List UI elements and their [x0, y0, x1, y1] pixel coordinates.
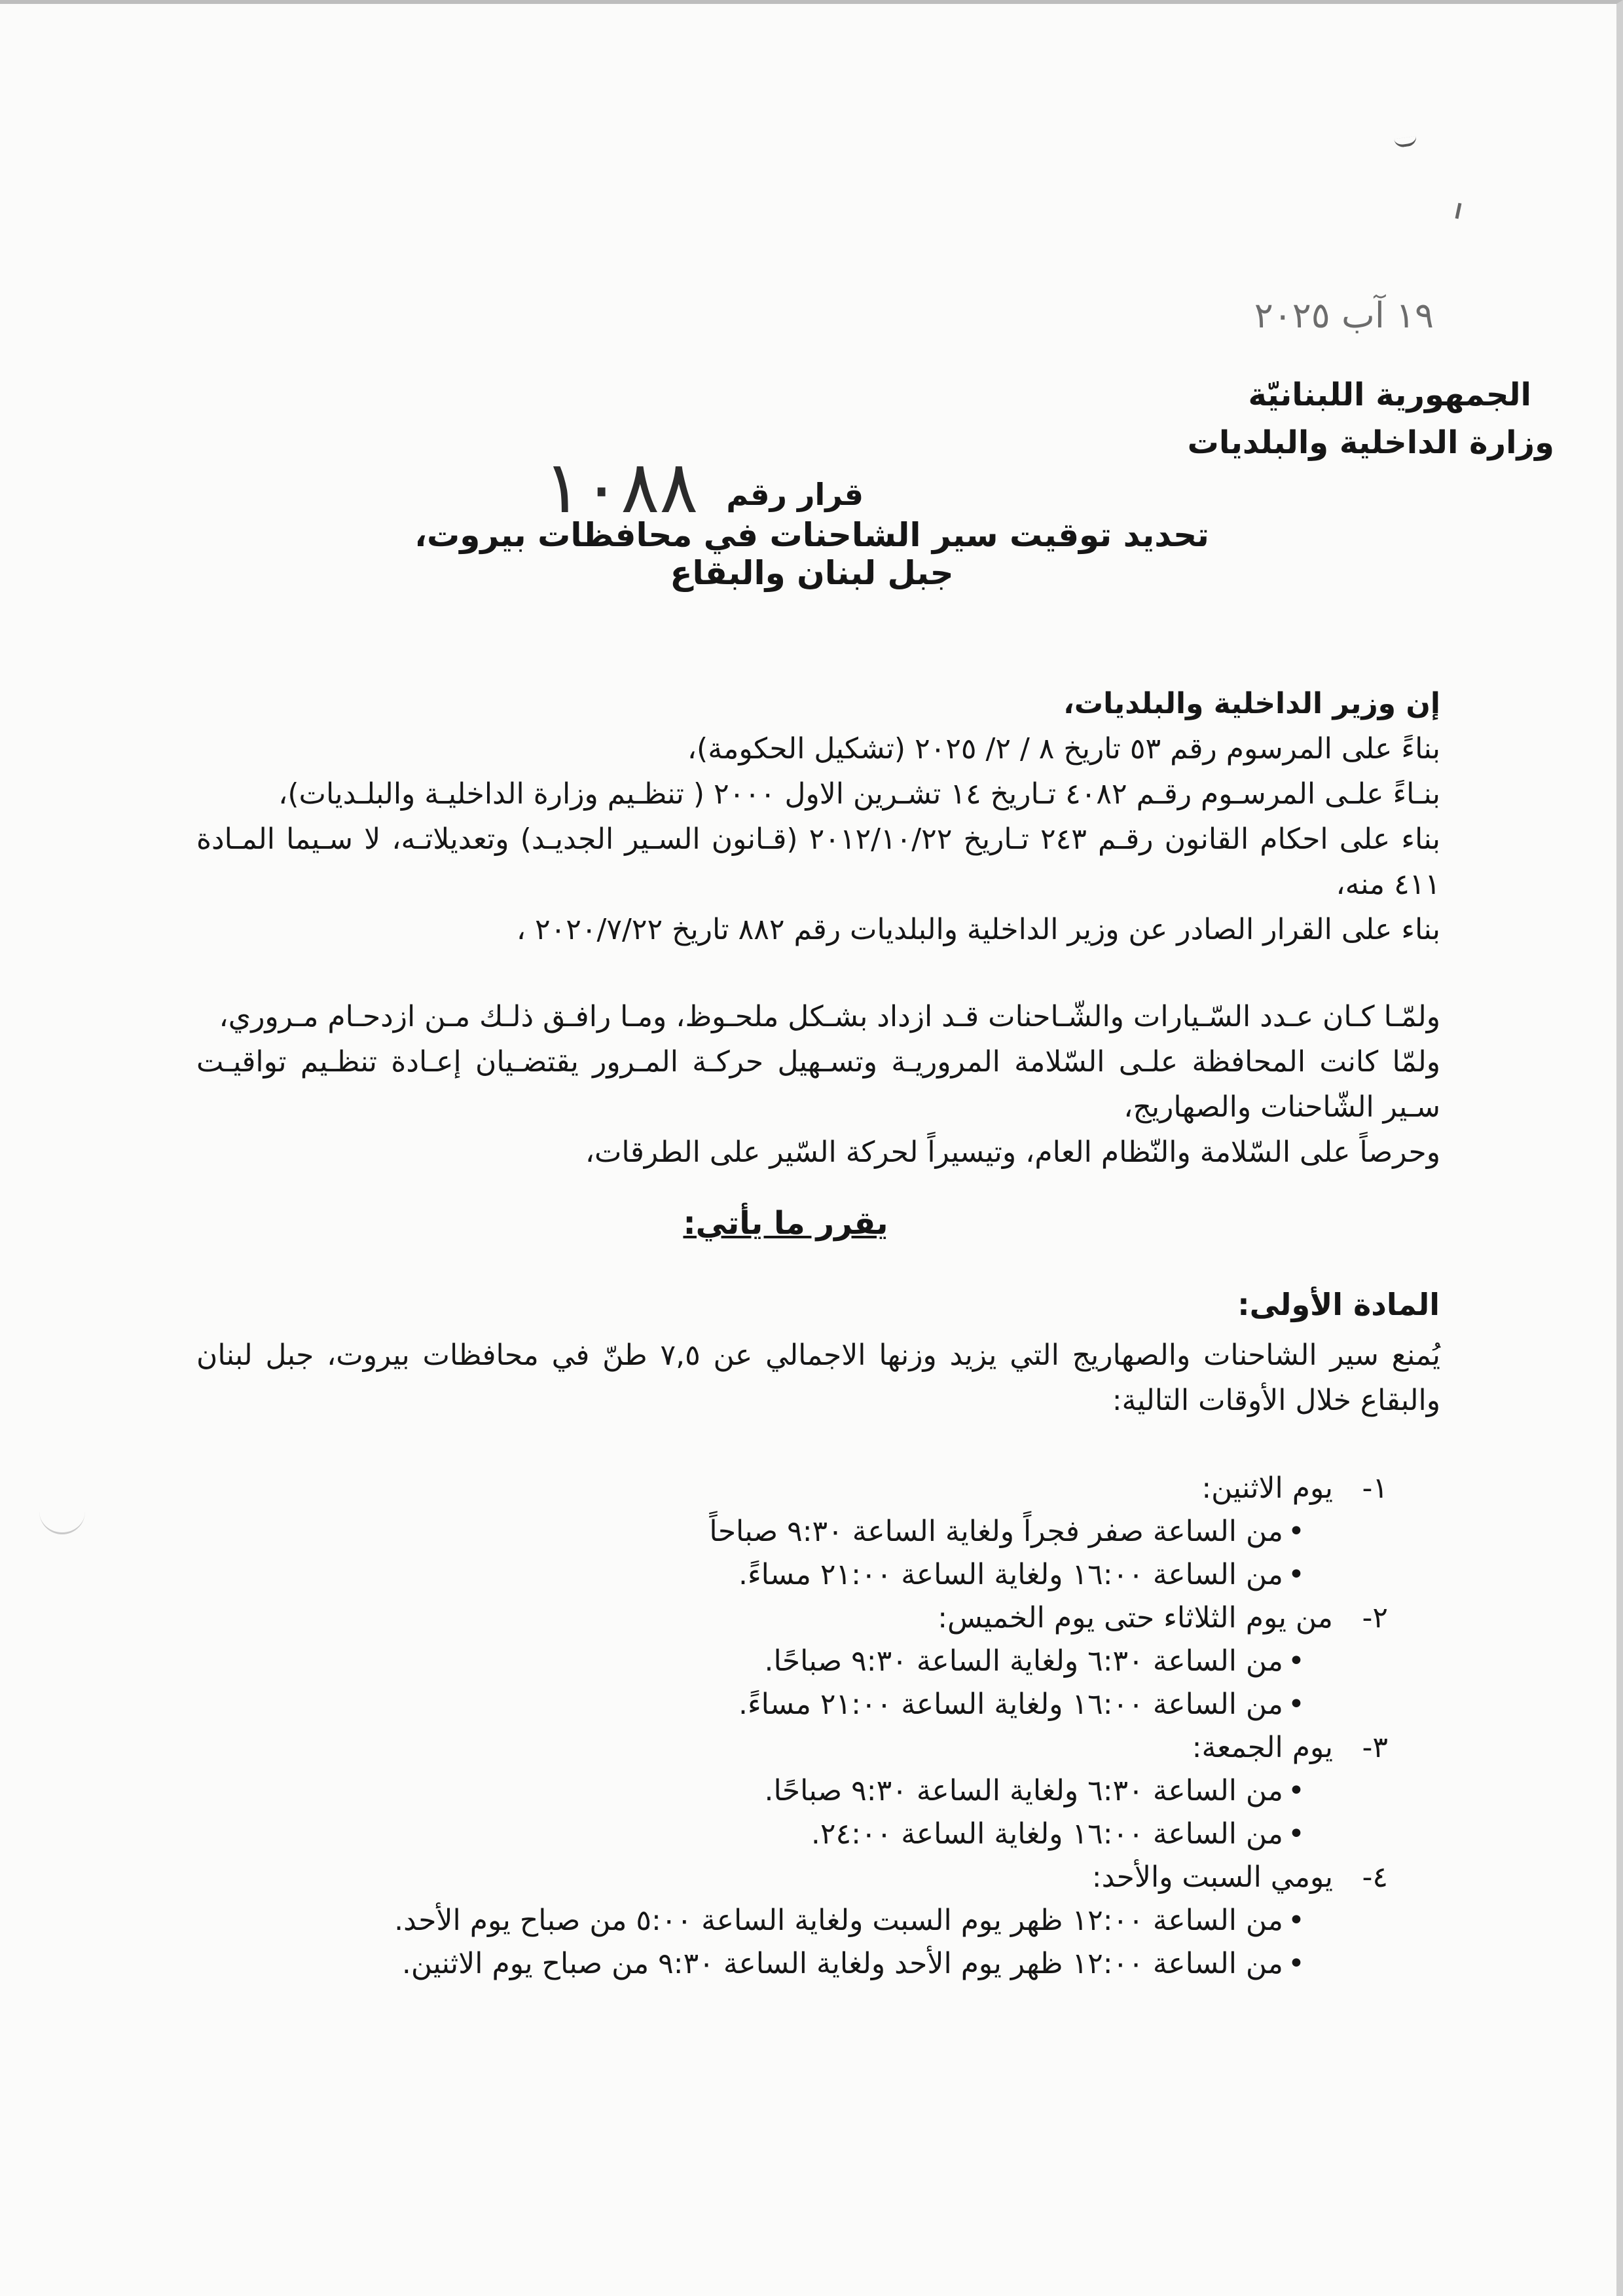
preamble-line: بناء على احكام القانون رقـم ٢٤٣ تـاريخ ٢٠١٢/١٠/٢٢ (قـانون السـير الجديـد) وتعديلاتـه، لا سـيما المـادة ٤١١ منه، [196, 823, 1440, 901]
day-heading [380, 1856, 1388, 1899]
slot-list [380, 1769, 1388, 1856]
day-label: يوم الاثنين: [1201, 1472, 1333, 1505]
slot-list [380, 1510, 1388, 1597]
preamble-line: بناءً على المرسوم رقم ٥٣ تاريخ ٨ / ٢/ ٢٠٢٥ (تشكيل الحكومة)، [687, 732, 1440, 766]
article-1-text-block [196, 1333, 1440, 1423]
handwritten-date: ١٩ آب ٢٠٢٥ [1254, 295, 1434, 336]
time-slot [380, 1899, 1309, 1942]
scan-mark [1455, 203, 1462, 219]
spacer [196, 952, 1440, 994]
day-number: ٢- [1362, 1601, 1388, 1635]
consideration-line: وحرصاً على السّلامة والنّظام العام، وتيسيراً لحركة السّير على الطرقات، [585, 1136, 1440, 1169]
preamble-block [196, 681, 1440, 1175]
bullet-icon: • [1288, 1644, 1305, 1678]
time-slot [380, 1683, 1309, 1726]
bullet-icon: • [1288, 1947, 1305, 1980]
article-1-title: المادة الأولى: [1237, 1287, 1440, 1322]
time-slot [380, 1553, 1309, 1597]
decides-heading: يقرر ما يأتي: [683, 1205, 888, 1242]
slot-text: من الساعة ٦:٣٠ ولغاية الساعة ٩:٣٠ صباحًا. [764, 1644, 1283, 1678]
article-1-text: يُمنع سير الشاحنات والصهاريج التي يزيد وزنها الاجمالي عن ٧,٥ طنّ في محافظات بيروت، جبل لبنان والبقاع خلال الأوقات التالية: [196, 1339, 1440, 1417]
day-number: ٣- [1362, 1731, 1388, 1764]
day-heading [380, 1597, 1388, 1640]
slot-text: من الساعة ١٦:٠٠ ولغاية الساعة ٢١:٠٠ مساءً. [739, 1688, 1283, 1721]
day-label: يومي السبت والأحد: [1091, 1861, 1333, 1894]
schedule-day [380, 1726, 1388, 1856]
schedule-day [380, 1856, 1388, 1986]
schedule-list [380, 1467, 1388, 1986]
scan-mark [1394, 136, 1417, 149]
day-label: من يوم الثلاثاء حتى يوم الخميس: [938, 1601, 1333, 1635]
consideration-line: ولمّا كانت المحافظة علـى السّلامة المروريـة وتسـهيل حركـة المـرور يقتضـيان إعـادة تنظـيم تواقيـت سـير الشّاحنات والصهاريج، [196, 1045, 1440, 1124]
preamble-line: بنـاءً علـى المرسـوم رقـم ٤٠٨٢ تـاريخ ١٤ تشـرين الاول ٢٠٠٠ ( تنظـيم وزارة الداخليـة والبلـديات)، [278, 777, 1440, 811]
bullet-icon: • [1288, 1817, 1305, 1851]
day-heading [380, 1726, 1388, 1769]
decision-label: قرار رقم [726, 477, 864, 512]
ministry-header: وزارة الداخلية والبلديات [1187, 424, 1554, 461]
decision-number: ١٠٨٨ [543, 445, 699, 529]
day-heading [380, 1467, 1388, 1510]
time-slot [380, 1813, 1309, 1856]
time-slot [380, 1510, 1309, 1553]
slot-list [380, 1640, 1388, 1726]
time-slot [380, 1942, 1309, 1986]
punch-hole-shadow [39, 1506, 85, 1534]
preamble-line: بناء على القرار الصادر عن وزير الداخلية والبلديات رقم ٨٨٢ تاريخ ٢٠٢٠/٧/٢٢ ، [516, 913, 1440, 946]
time-slot [380, 1640, 1309, 1683]
bullet-icon: • [1288, 1558, 1305, 1591]
bullet-icon: • [1288, 1774, 1305, 1807]
slot-text: من الساعة صفر فجراً ولغاية الساعة ٩:٣٠ صباحاً [709, 1515, 1283, 1548]
slot-text: من الساعة ١٢:٠٠ ظهر يوم السبت ولغاية الساعة ٥:٠٠ من صباح يوم الأحد. [394, 1904, 1283, 1937]
schedule-day [380, 1597, 1388, 1726]
bullet-icon: • [1288, 1904, 1305, 1937]
schedule-day [380, 1467, 1388, 1597]
slot-text: من الساعة ١٢:٠٠ ظهر يوم الأحد ولغاية الساعة ٩:٣٠ من صباح يوم الاثنين. [401, 1947, 1283, 1980]
slot-list [380, 1899, 1388, 1986]
bullet-icon: • [1288, 1688, 1305, 1721]
minister-line: إن وزير الداخلية والبلديات، [1063, 687, 1440, 720]
slot-text: من الساعة ١٦:٠٠ ولغاية الساعة ٢١:٠٠ مساءً. [739, 1558, 1283, 1591]
day-label: يوم الجمعة: [1192, 1731, 1333, 1764]
slot-text: من الساعة ٦:٣٠ ولغاية الساعة ٩:٣٠ صباحًا. [764, 1774, 1283, 1807]
day-number: ١- [1362, 1472, 1388, 1505]
consideration-line: ولمّـا كـان عـدد السّـيارات والشّـاحنات قـد ازداد بشـكل ملحـوظ، ومـا رافـق ذلـك مـن ازدحـام مـروري، [219, 1000, 1440, 1033]
slot-text: من الساعة ١٦:٠٠ ولغاية الساعة ٢٤:٠٠. [811, 1817, 1283, 1851]
bullet-icon: • [1288, 1515, 1305, 1548]
time-slot [380, 1769, 1309, 1813]
day-number: ٤- [1362, 1861, 1388, 1894]
document-title: تحديد توقيت سير الشاحنات في محافظات بيروت، جبل لبنان والبقاع [414, 516, 1209, 592]
republic-header: الجمهورية اللبنانيّة [1248, 377, 1531, 413]
